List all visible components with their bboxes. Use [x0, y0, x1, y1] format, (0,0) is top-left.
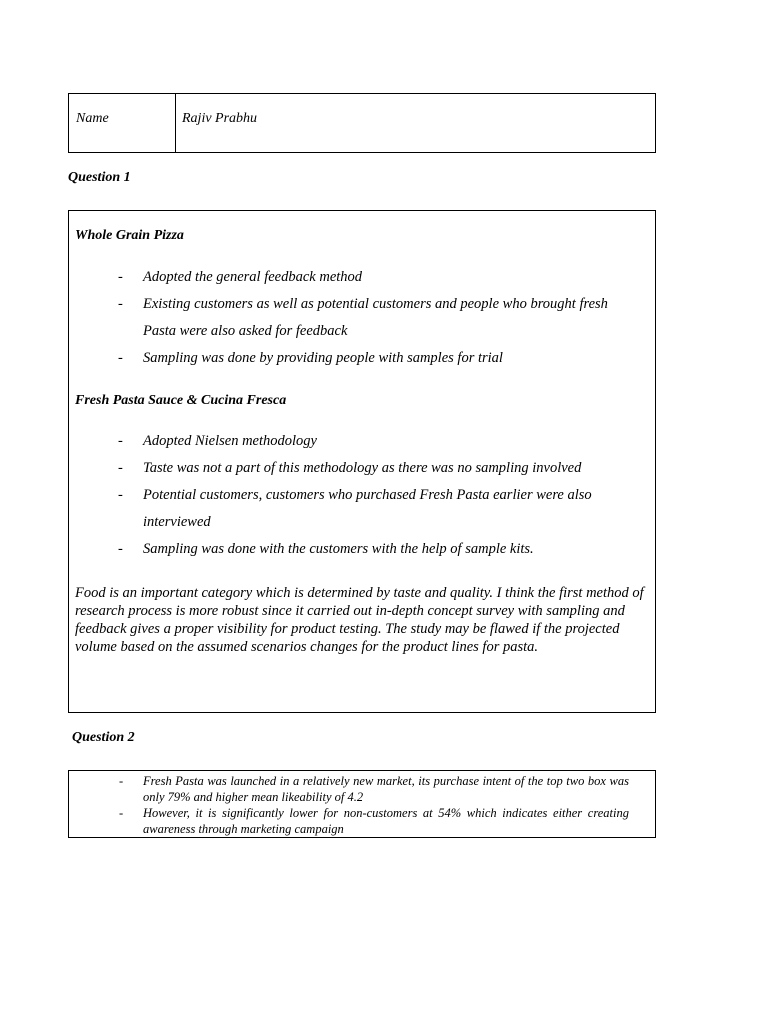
name-label: Name — [69, 94, 176, 152]
bullet-dash: - — [119, 806, 124, 820]
bullet-dash: - — [118, 487, 123, 503]
list-item: - Taste was not a part of this methodology as there was no sampling involved — [118, 455, 638, 482]
question-2-heading: Question 2 — [72, 730, 135, 745]
list-item: - Adopted Nielsen methodology — [118, 428, 638, 455]
section-title-whole-grain-pizza: Whole Grain Pizza — [75, 228, 184, 243]
bullet-dash: - — [118, 296, 123, 312]
list-item: - Sampling was done by providing people with samples for trial — [118, 345, 638, 372]
bullet-dash: - — [119, 774, 124, 788]
name-table — [68, 93, 656, 153]
list-item: - However, it is significantly lower for non-customers at 54% which indicates either creating awareness through marketing campaign — [119, 806, 629, 836]
list-item: - Potential customers, customers who purchased Fresh Pasta earlier were also interviewed — [118, 482, 638, 536]
question-1-answer-box — [68, 210, 656, 713]
list-item: - Adopted the general feedback method — [118, 264, 638, 291]
question-1-heading: Question 1 — [68, 170, 131, 185]
list-item: - Fresh Pasta was launched in a relatively new market, its purchase intent of the top two box was only 79% and higher mean likeability of 4.2 — [119, 774, 629, 804]
question-2-answer-box — [68, 770, 656, 838]
bullet-dash: - — [118, 269, 123, 285]
section-title-fresh-pasta-sauce: Fresh Pasta Sauce & Cucina Fresca — [75, 393, 287, 408]
list-item: - Existing customers as well as potential customers and people who brought fresh Pasta were also asked for feedback — [118, 291, 638, 345]
name-value: Rajiv Prabhu — [182, 111, 258, 126]
bullet-dash: - — [118, 350, 123, 366]
bullet-dash: - — [118, 460, 123, 476]
bullet-dash: - — [118, 541, 123, 557]
conclusion-paragraph: Food is an important category which is determined by taste and quality. I think the first method of research process is more robust since it carried out in-depth concept survey with sampling and feedback gives a proper visibility for product testing. The study may be flawed if the projected volume based on the assumed scenarios changes for the product lines for pasta. — [75, 585, 644, 655]
bullet-dash: - — [118, 433, 123, 449]
list-item: - Sampling was done with the customers with the help of sample kits. — [118, 536, 638, 563]
